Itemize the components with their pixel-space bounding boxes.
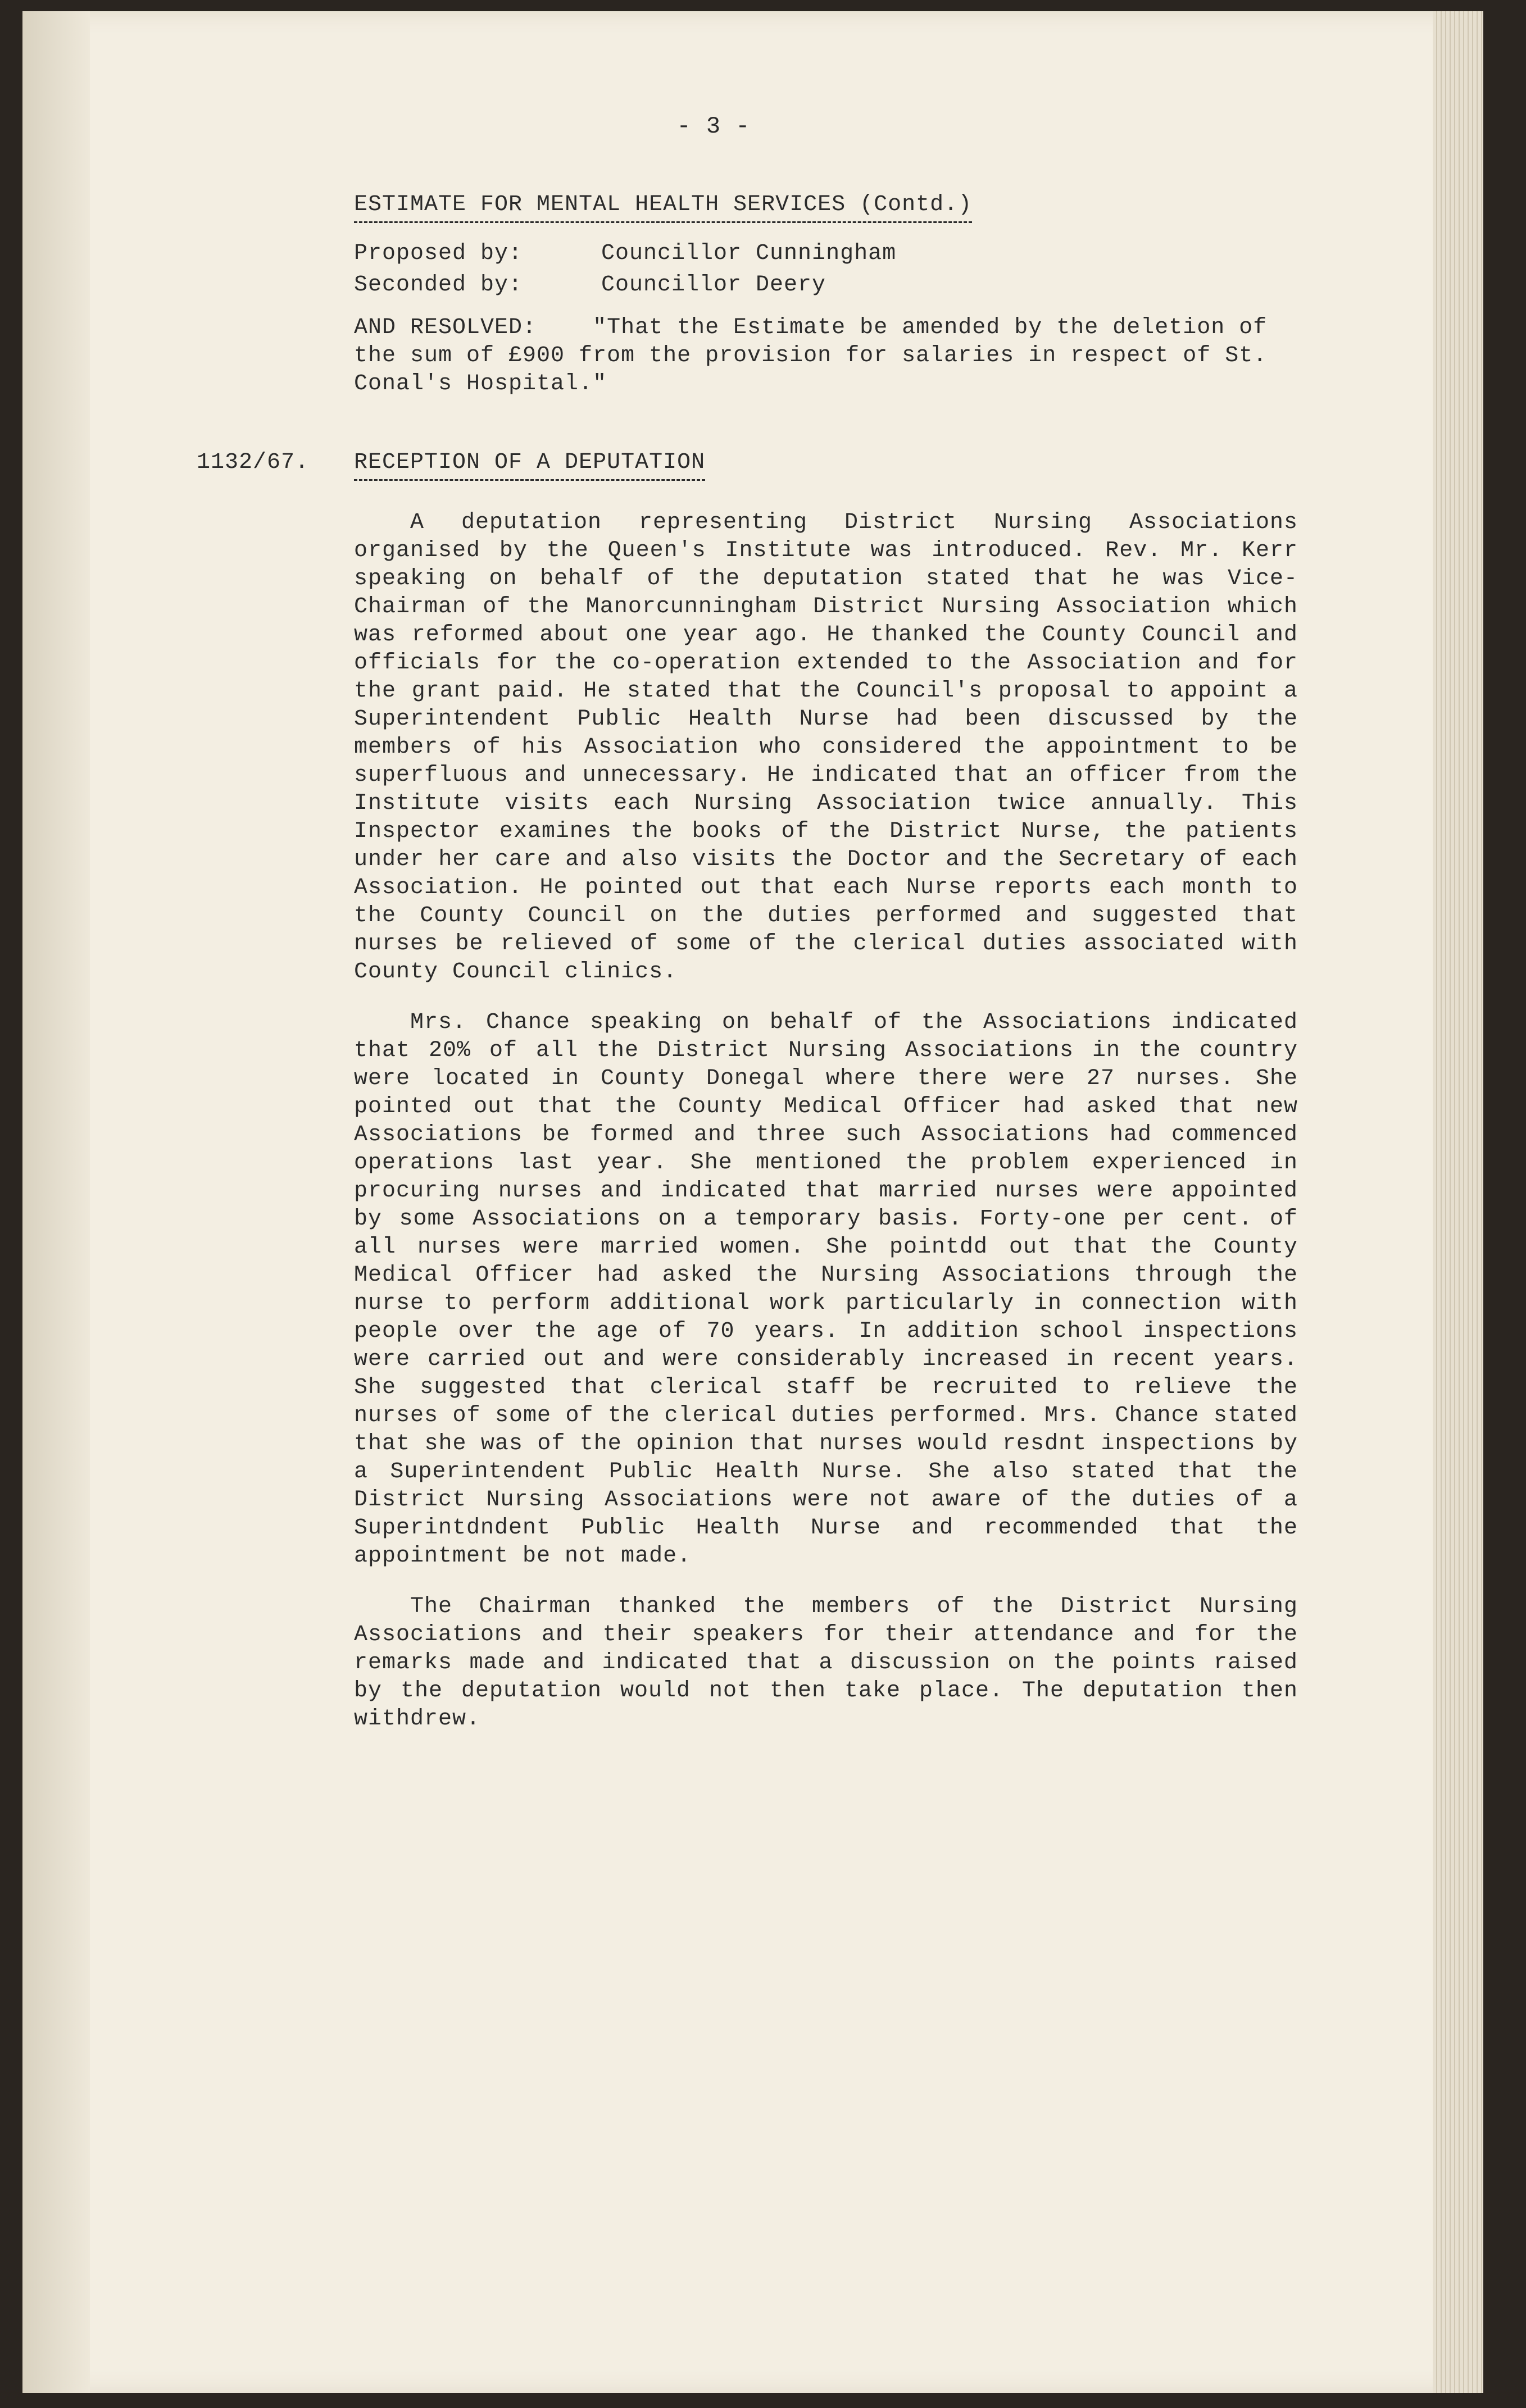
binding-gutter	[22, 11, 90, 2393]
section-estimate	[354, 140, 1298, 398]
proposed-label: Proposed by:	[354, 241, 523, 266]
paragraph: Mrs. Chance speaking on behalf of the Associations indicated that 20% of all the District Nursing Associations in the country were located in County Donegal where there were 27 nurses. She pointed out that the County Medical Officer had asked that new Associations be formed and three such Associations had commenced operations last year. She mentioned the problem experienced in procuring nurses and indicated that married nurses were appointed by some Associations on a temporary basis. Forty-one per cent. of all nurses were married women. She pointdd out that the County Medical Officer had asked the Nursing Associations through the nurse to perform additional work particularly in connection with people over the age of 70 years. In addition school inspections were carried out and were considerably increased in recent years. She suggested that clerical staff be recruited to relieve the nurses of some of the clerical duties performed. Mrs. Chance stated that she was of the opinion that nurses would resdnt inspections by a Superintendent Public Health Nurse. She also stated that the District Nursing Associations were not aware of the duties of a Superintdndent Public Health Nurse and recommended that the appointment be not made.	[354, 1010, 1298, 1569]
seconded-label: Seconded by:	[354, 272, 523, 298]
document-page	[22, 11, 1483, 2393]
page-number: - 3 -	[676, 113, 751, 140]
section-heading-estimate: ESTIMATE FOR MENTAL HEALTH SERVICES (Contd.)	[354, 191, 972, 223]
resolved-text: "That the Estimate be amended by the deletion of the sum of £900 from the provision for salaries in respect of St. Conal's Hospital."	[354, 315, 1268, 397]
proposed-row	[354, 240, 1298, 268]
proposed-value: Councillor Cunningham	[601, 241, 897, 266]
section-heading-deputation: RECEPTION OF A DEPUTATION	[354, 449, 705, 481]
page-edge	[1433, 11, 1483, 2393]
minute-number: 1132/67.	[197, 450, 310, 475]
seconded-value: Councillor Deery	[601, 272, 826, 298]
section-deputation	[197, 449, 1298, 1733]
page-content	[197, 112, 1298, 1756]
resolution	[354, 314, 1298, 398]
resolved-label: AND RESOLVED:	[354, 315, 537, 340]
paragraph: A deputation representing District Nursing Associations organised by the Queen's Institute was introduced. Rev. Mr. Kerr speaking on behalf of the deputation stated that he was Vice-Chairman of the Manorcunningham District Nursing Association which was reformed about one year ago. He thanked the County Council and officials for the co-operation extended to the Association and for the grant paid. He stated that the Council's proposal to appoint a Superintendent Public Health Nurse had been discussed by the members of his Association who considered the appointment to be superfluous and unnecessary. He indicated that an officer from the Institute visits each Nursing Association twice annually. This Inspector examines the books of the District Nurse, the patients under her care and also visits the Doctor and the Secretary of each Association. He pointed out that each Nurse reports each month to the County Council on the duties performed and suggested that nurses be relieved of some of the clerical duties associated with County Council clinics.	[354, 510, 1298, 985]
seconded-row	[354, 271, 1298, 299]
paragraph: The Chairman thanked the members of the District Nursing Associations and their speakers for their attendance and for the remarks made and indicated that a discussion on the points raised by the deputation would not then take place. The deputation then withdrew.	[354, 1594, 1298, 1732]
